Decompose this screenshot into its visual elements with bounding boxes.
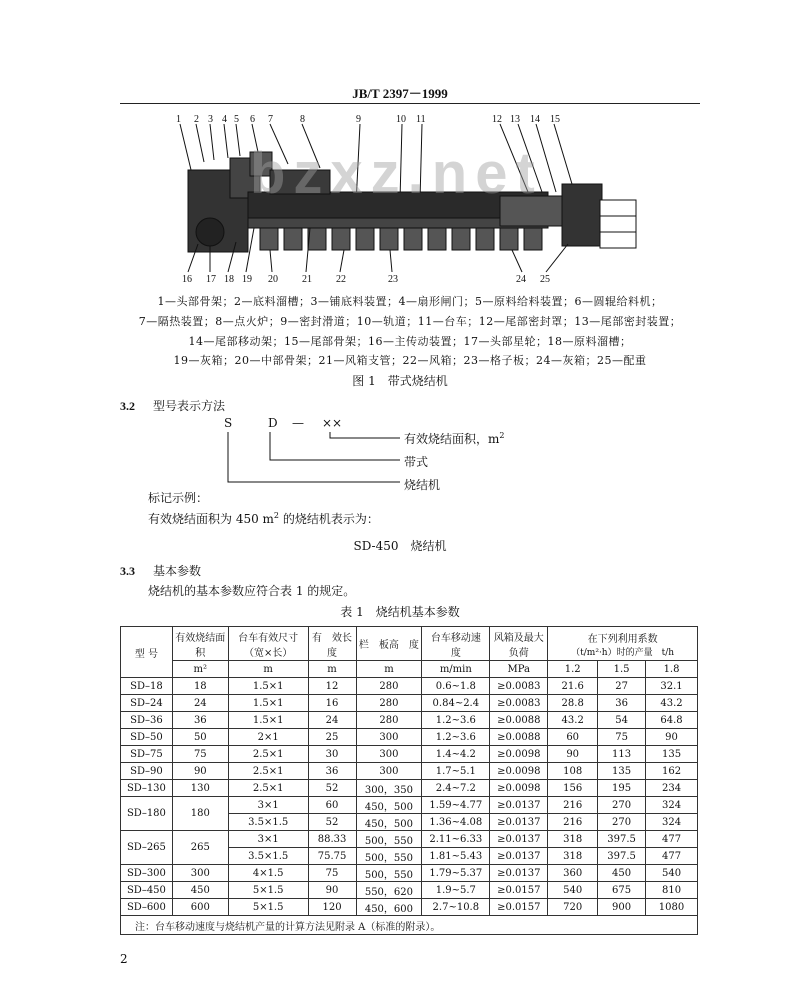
- table-row: [121, 882, 698, 899]
- svg-text:25: 25: [540, 274, 550, 285]
- figure-legend-line-2: 7—隔热装置；8—点火炉；9—密封滑道；10—轨道；11—台车；12—尾部密封罩；13—尾部密封装置；: [138, 315, 682, 328]
- table-cell: 135: [646, 746, 698, 763]
- table-cell: ≥0.0088: [490, 729, 548, 746]
- table-cell: 2.5×1: [228, 780, 308, 797]
- table-cell: 1.5×1: [228, 695, 308, 712]
- table-row: [121, 712, 698, 729]
- figure-caption: 图 1 带式烧结机: [352, 374, 448, 388]
- table-row: SD–180 180 3×1 60 450，500 1.59~4.77 ≥0.0137 216 270 324: [121, 797, 698, 814]
- table-cell: 27: [598, 678, 646, 695]
- table-cell: 810: [646, 882, 698, 899]
- table-cell: 113: [598, 746, 646, 763]
- table-cell: 1.4~4.2: [422, 746, 490, 763]
- code-xx: ××: [322, 416, 343, 430]
- unit-length: m: [308, 661, 356, 678]
- table-header-row: [121, 627, 698, 661]
- table-cell: ≥0.0157: [490, 882, 548, 899]
- svg-text:14: 14: [530, 114, 540, 125]
- figure-legend-line-3: 14—尾部移动架；15—尾部骨架；16—主传动装置；17—头部星轮；18—原料溜槽；: [188, 335, 632, 348]
- table-cell: 90: [172, 763, 228, 780]
- fig-label-1: 1: [176, 114, 181, 125]
- section-3-3-text: 烧结机的基本参数应符合表 1 的规定。: [148, 584, 356, 598]
- section-number: 3.2: [120, 399, 135, 413]
- table-cell: 36: [598, 695, 646, 712]
- table-cell: 234: [646, 780, 698, 797]
- table-cell: 108: [548, 763, 598, 780]
- table-cell: ≥0.0157: [490, 899, 548, 916]
- table-cell: 280: [356, 712, 422, 729]
- table-cell: 32.1: [646, 678, 698, 695]
- table-cell: 1080: [646, 899, 698, 916]
- table-cell: 1.2~3.6: [422, 729, 490, 746]
- table-cell: 2.5×1: [228, 763, 308, 780]
- table-caption: 表 1 烧结机基本参数: [340, 605, 460, 619]
- table-row: 3.5×1.5 75.75 500，550 1.81~5.43 ≥0.0137 318 397.5 477: [121, 848, 698, 865]
- table-row: [121, 865, 698, 882]
- svg-text:5: 5: [234, 114, 239, 125]
- th-length: 有 效长 度: [308, 627, 356, 661]
- table-cell: 21.6: [548, 678, 598, 695]
- svg-text:4: 4: [222, 114, 227, 125]
- svg-text:6: 6: [250, 114, 255, 125]
- code-dash: —: [292, 416, 304, 430]
- table-unit-row: [121, 661, 698, 678]
- section-3-3-heading: [120, 562, 201, 579]
- header-rule: [120, 103, 700, 104]
- svg-text:12: 12: [492, 114, 502, 125]
- table-cell: 28.8: [548, 695, 598, 712]
- table-cell: 300: [356, 746, 422, 763]
- table-cell: 360: [548, 865, 598, 882]
- table-body-1: [121, 678, 698, 797]
- table-cell: SD–75: [121, 746, 173, 763]
- table-cell: 1.2~3.6: [422, 712, 490, 729]
- table-row: 3.5×1.5 52 450，500 1.36~4.08 ≥0.0137 216 270 324: [121, 814, 698, 831]
- table-cell: 90: [646, 729, 698, 746]
- table-cell: 5×1.5: [228, 882, 308, 899]
- table-cell: 24: [308, 712, 356, 729]
- th-rail: 栏 板高 度: [356, 627, 422, 661]
- table-cell: 75: [172, 746, 228, 763]
- table-cell: 90: [548, 746, 598, 763]
- unit-area: m²: [172, 661, 228, 678]
- table-cell: 300: [356, 729, 422, 746]
- section-title: 基本参数: [153, 564, 202, 578]
- svg-text:11: 11: [416, 114, 426, 125]
- svg-text:10: 10: [396, 114, 406, 125]
- table-row: [121, 746, 698, 763]
- table-cell: 450: [172, 882, 228, 899]
- table-cell: 64.8: [646, 712, 698, 729]
- page-number: 2: [120, 952, 128, 966]
- coef-3: 1.8: [646, 661, 698, 678]
- table-cell: 130: [172, 780, 228, 797]
- section-number: 3.3: [120, 564, 135, 578]
- th-size: 台车有效尺寸（宽×长）: [228, 627, 308, 661]
- table-row: SD–265 265 3×1 88.33 500，550 2.11~6.33 ≥0.0137 318 397.5 477: [121, 831, 698, 848]
- table-cell: 0.6~1.8: [422, 678, 490, 695]
- code-s: S: [224, 416, 233, 430]
- table-cell: 1.7~5.1: [422, 763, 490, 780]
- table-body-2: [121, 865, 698, 916]
- unit-rail: m: [356, 661, 422, 678]
- svg-text:13: 13: [510, 114, 520, 125]
- table-cell: ≥0.0098: [490, 746, 548, 763]
- table-cell: 280: [356, 695, 422, 712]
- figure-legend-line-1: 1—头部骨架；2—底料溜槽；3—铺底料装置；4—扇形闸门；5—原料给料装置；6—圆辊给料机；: [157, 295, 663, 308]
- table-cell: 1.5×1: [228, 678, 308, 695]
- table-cell: 450: [598, 865, 646, 882]
- document-header: JB/T 2397－1999: [352, 86, 448, 101]
- table-cell: 24: [172, 695, 228, 712]
- code-label-area: 有效烧结面积，$m^2$: [404, 431, 505, 446]
- table-cell: SD–24: [121, 695, 173, 712]
- table-cell: 540: [646, 865, 698, 882]
- table-cell: 75: [598, 729, 646, 746]
- table-cell: 156: [548, 780, 598, 797]
- table-cell: 43.2: [548, 712, 598, 729]
- table-cell: SD–90: [121, 763, 173, 780]
- table-cell: 12: [308, 678, 356, 695]
- table-cell: 4×1.5: [228, 865, 308, 882]
- table-cell: 75: [308, 865, 356, 882]
- section-title: 型号表示方法: [153, 399, 226, 413]
- table-cell: ≥0.0088: [490, 712, 548, 729]
- table-cell: 300，350: [356, 780, 422, 797]
- table-cell: 600: [172, 899, 228, 916]
- table-cell: 50: [172, 729, 228, 746]
- table-cell: SD–18: [121, 678, 173, 695]
- table-row: [121, 695, 698, 712]
- table-cell: 16: [308, 695, 356, 712]
- table-cell: ≥0.0098: [490, 780, 548, 797]
- table-cell: 90: [308, 882, 356, 899]
- th-area: 有效烧结面 积: [172, 627, 228, 661]
- table-cell: 25: [308, 729, 356, 746]
- svg-text:19: 19: [242, 274, 252, 285]
- table-row: [121, 678, 698, 695]
- table-cell: 550，620: [356, 882, 422, 899]
- code-label-belt: 带式: [404, 455, 429, 469]
- table-cell: 36: [172, 712, 228, 729]
- table-cell: 1.5×1: [228, 712, 308, 729]
- table-cell: 450，600: [356, 899, 422, 916]
- th-speed: 台车移动速 度: [422, 627, 490, 661]
- svg-text:23: 23: [388, 274, 398, 285]
- table-cell: 280: [356, 678, 422, 695]
- table-cell: ≥0.0137: [490, 865, 548, 882]
- section-3-2-heading: [120, 397, 225, 414]
- svg-text:16: 16: [182, 274, 192, 285]
- code-label-machine: 烧结机: [404, 478, 441, 492]
- table-cell: 500，550: [356, 865, 422, 882]
- table-cell: ≥0.0083: [490, 678, 548, 695]
- table-cell: 540: [548, 882, 598, 899]
- svg-text:15: 15: [550, 114, 560, 125]
- params-table: [120, 626, 698, 935]
- table-cell: 43.2: [646, 695, 698, 712]
- code-leader-lines: [220, 430, 410, 490]
- svg-text:8: 8: [300, 114, 305, 125]
- table-cell: SD–450: [121, 882, 173, 899]
- table-cell: 60: [548, 729, 598, 746]
- table-cell: 18: [172, 678, 228, 695]
- svg-text:18: 18: [224, 274, 234, 285]
- table-row: [121, 899, 698, 916]
- table-cell: 1.9~5.7: [422, 882, 490, 899]
- table-cell: SD–50: [121, 729, 173, 746]
- svg-text:21: 21: [302, 274, 312, 285]
- table-cell: SD–36: [121, 712, 173, 729]
- table-cell: 195: [598, 780, 646, 797]
- table-cell: SD–130: [121, 780, 173, 797]
- table-cell: 54: [598, 712, 646, 729]
- table-cell: 5×1.5: [228, 899, 308, 916]
- table-cell: 675: [598, 882, 646, 899]
- table-cell: 2×1: [228, 729, 308, 746]
- table-row: [121, 729, 698, 746]
- svg-text:7: 7: [268, 114, 273, 125]
- table-cell: SD–600: [121, 899, 173, 916]
- svg-text:2: 2: [194, 114, 199, 125]
- table-cell: ≥0.0098: [490, 763, 548, 780]
- th-wind: 风箱及最大负荷: [490, 627, 548, 661]
- svg-text:20: 20: [268, 274, 278, 285]
- table-row: [121, 763, 698, 780]
- table-row: [121, 780, 698, 797]
- code-d: D: [268, 416, 278, 430]
- table-note: 注：台车移动速度与烧结机产量的计算方法见附录 A（标准的附录）。: [121, 916, 698, 935]
- svg-text:17: 17: [206, 274, 216, 285]
- table-cell: 2.4~7.2: [422, 780, 490, 797]
- table-cell: 135: [598, 763, 646, 780]
- table-cell: 1.79~5.37: [422, 865, 490, 882]
- th-production: 在下列利用系数 （t/m²·h）时的产量 t/h: [548, 627, 698, 661]
- example-code: SD-450 烧结机: [353, 539, 447, 553]
- table-cell: 900: [598, 899, 646, 916]
- table-cell: 2.7~10.8: [422, 899, 490, 916]
- svg-text:3: 3: [208, 114, 213, 125]
- example-text: 有效烧结面积为 450 $m^2$ 的烧结机表示为：: [148, 511, 379, 526]
- table-cell: 300: [356, 763, 422, 780]
- svg-text:22: 22: [336, 274, 346, 285]
- unit-size: m: [228, 661, 308, 678]
- svg-text:24: 24: [516, 274, 526, 285]
- th-model: 型 号: [121, 627, 173, 678]
- table-cell: 2.5×1: [228, 746, 308, 763]
- table-cell: 52: [308, 780, 356, 797]
- table-cell: 36: [308, 763, 356, 780]
- unit-speed: m/min: [422, 661, 490, 678]
- table-cell: 0.84~2.4: [422, 695, 490, 712]
- example-title: 标记示例：: [148, 491, 209, 505]
- table-cell: 300: [172, 865, 228, 882]
- table-cell: 720: [548, 899, 598, 916]
- table-cell: ≥0.0083: [490, 695, 548, 712]
- table-cell: 162: [646, 763, 698, 780]
- coef-2: 1.5: [598, 661, 646, 678]
- table-cell: SD–300: [121, 865, 173, 882]
- coef-1: 1.2: [548, 661, 598, 678]
- watermark: bzxz.net: [250, 141, 543, 206]
- unit-wind: MPa: [490, 661, 548, 678]
- table-cell: 120: [308, 899, 356, 916]
- svg-text:9: 9: [356, 114, 361, 125]
- figure-legend-line-4: 19—灰箱；20—中部骨架；21—风箱支管；22—风箱；23—格子板；24—灰箱；25—配重: [173, 354, 647, 367]
- table-cell: 30: [308, 746, 356, 763]
